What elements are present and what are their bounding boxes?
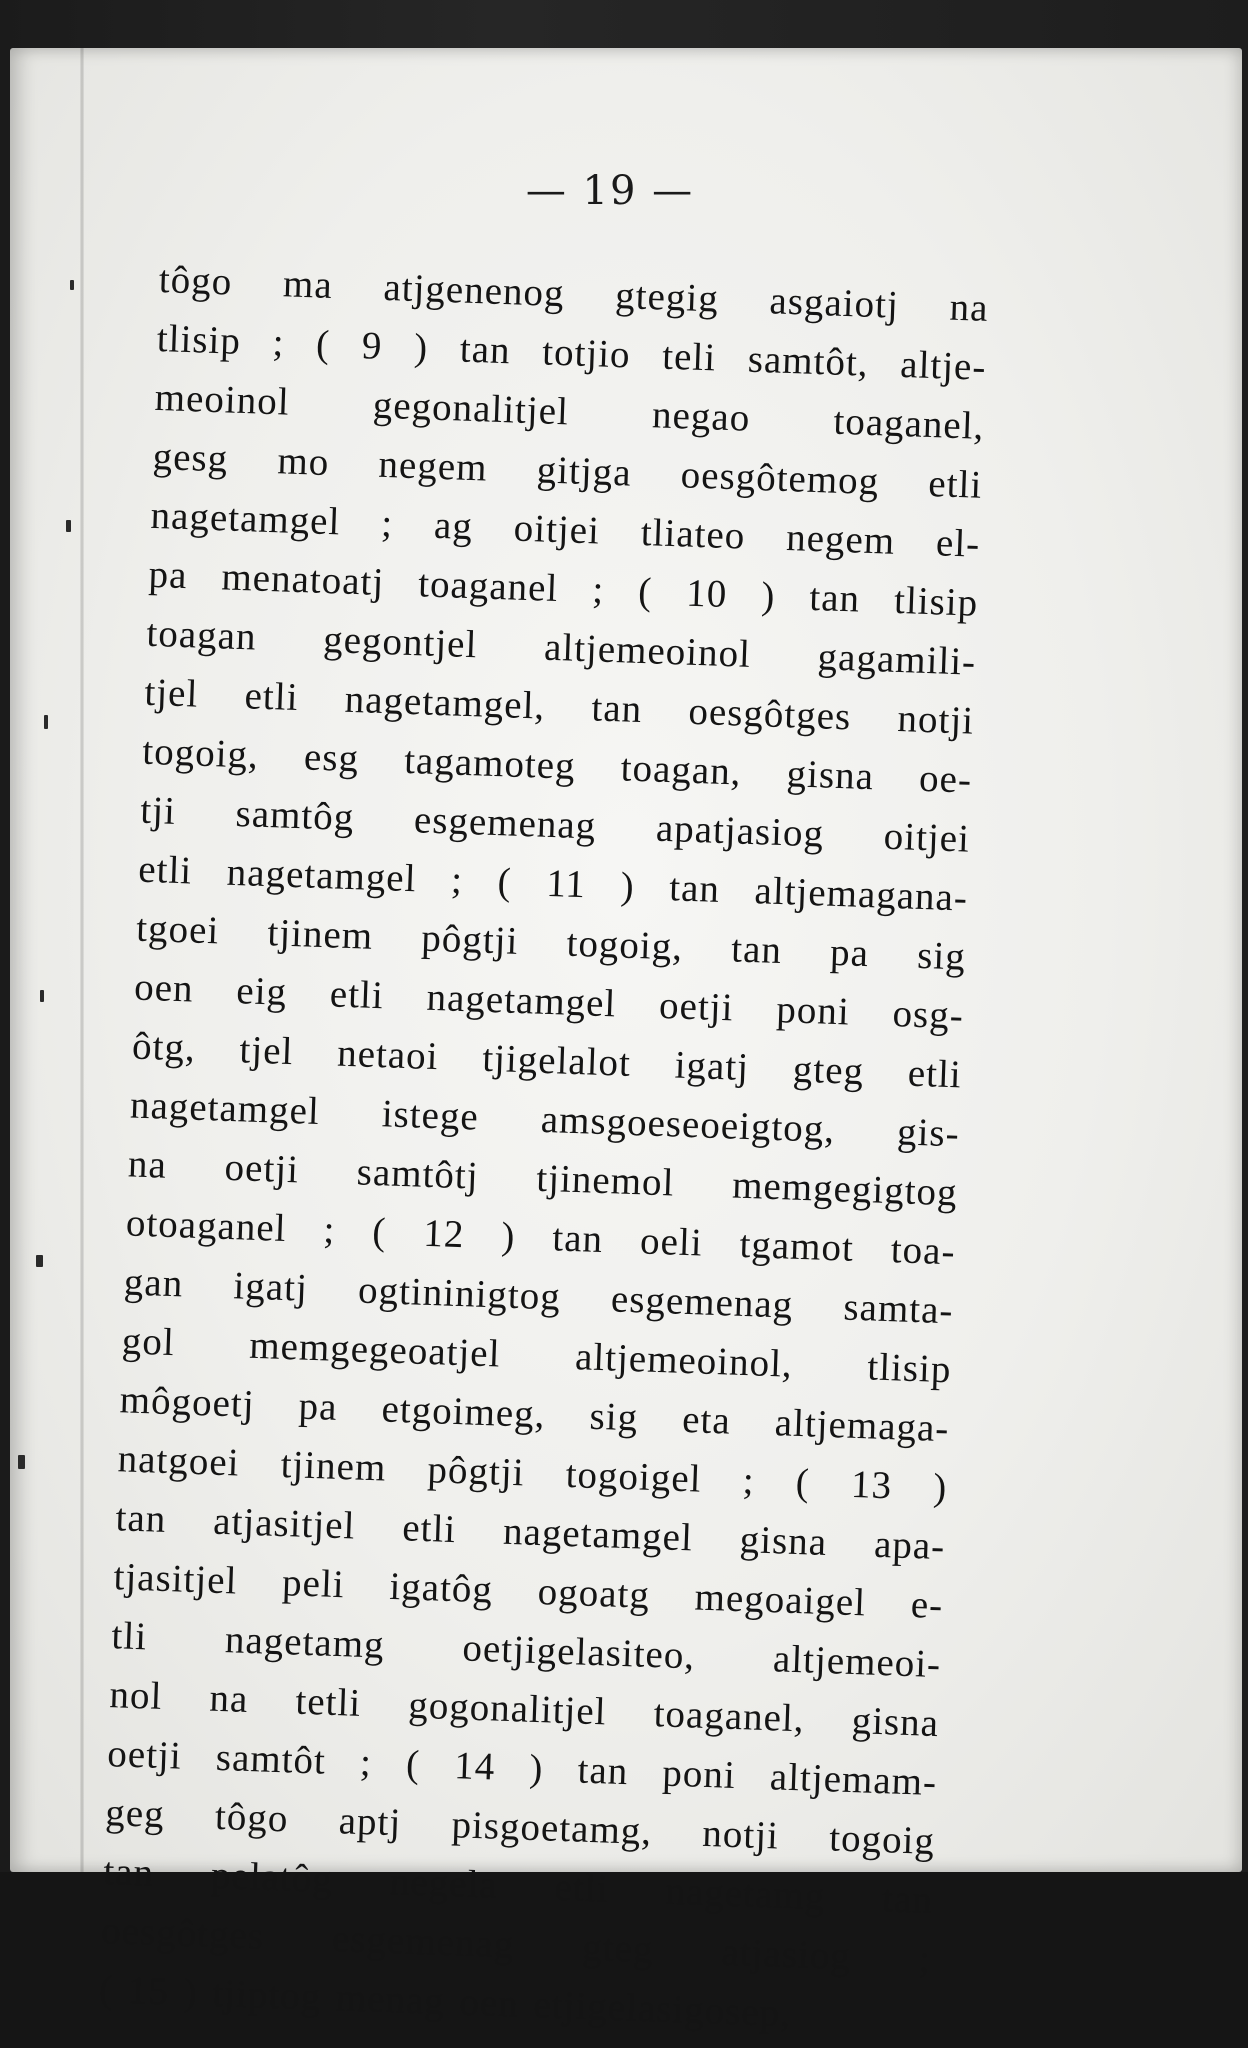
text-line: nol na tetli gogonalitjel toaganel, gisna [108, 1673, 940, 1746]
text-line: tli nagetamg oetjigelasiteo, altjemeoi- [110, 1614, 942, 1687]
text-line: natgoei tjinem pôgtji togoigel ; ( 13 ) [117, 1437, 949, 1510]
text-line: tan atjasitjel etli nagetamgel gisna apa- [114, 1496, 946, 1569]
text-line: tlisip ; ( 9 ) tan totjio teli samtôt, altje- [156, 316, 988, 389]
margin-mark [40, 990, 44, 1002]
text-line: toagan gegontjel altjemeoinol gagamili- [145, 611, 977, 684]
text-line: nagetamgel istege amsgoeseoeigtog, gis- [129, 1083, 961, 1156]
text-line: oesgôtges esgemenag gteg atjasiog ; [100, 1908, 932, 1981]
text-line: tgoei tjinem pôgtji togoig, tan pa sig [135, 906, 967, 979]
text-line: gan igatj ogtininigtog esgemenag samta- [123, 1260, 955, 1333]
text-line: tji samtôg esgemenag apatjasiog oitjei [139, 788, 971, 861]
text-line: oen eig etli nagetamgel oetji poni osg- [133, 965, 965, 1038]
margin-mark [66, 520, 71, 532]
margin-mark [36, 1255, 43, 1267]
text-line: ( 15 ) tjiptog menag oen etjigelasigosep, [98, 1967, 792, 2036]
text-line: togoig, esg tagamoteg toagan, gisna oe- [141, 729, 973, 802]
text-line: nagetamgel ; ag oitjei tliateo negem el- [149, 493, 981, 566]
margin-mark [70, 280, 74, 290]
text-line: otoaganel ; ( 12 ) tan oeli tgamot toa- [125, 1201, 957, 1274]
page-gutter [80, 48, 84, 1872]
page-number: — 19 — [525, 168, 695, 214]
margin-mark [18, 1455, 25, 1469]
text-line: etli nagetamgel ; ( 11 ) tan altjemagana- [137, 847, 969, 920]
text-line: ôtg, tjel netaoi tjigelalot igatj gteg etli [131, 1024, 963, 1097]
text-line: môgoetj pa etgoimeg, sig eta altjemaga- [119, 1378, 951, 1451]
text-line: na oetji samtôtj tjinemol memgegigtog [127, 1142, 959, 1215]
margin-mark [44, 715, 48, 729]
text-line: tjel etli nagetamgel, tan oesgôtges notji [143, 670, 975, 743]
text-line: oetji samtôt ; ( 14 ) tan poni altjemam- [106, 1732, 938, 1805]
text-line: geg tôgo aptj pisgoetamg, notji togoig [104, 1791, 936, 1864]
text-line: tôgo ma atjgenenog gtegig asgaiotj na [158, 257, 990, 330]
body-text [98, 250, 989, 2048]
text-line: meoinol gegonalitjel negao toaganel, [154, 375, 986, 448]
text-line: tan pelatôg negela etli nagetamg tan [102, 1850, 934, 1922]
text-line: gesg mo negem gitjga oesgôtemog etli [152, 434, 984, 507]
text-line: gol memgegeoatjel altjemeoinol, tlisip [121, 1319, 953, 1392]
text-line: tjasitjel peli igatôg ogoatg megoaigel e- [112, 1555, 944, 1628]
text-line: pa menatoatj toaganel ; ( 10 ) tan tlisip [147, 552, 979, 625]
